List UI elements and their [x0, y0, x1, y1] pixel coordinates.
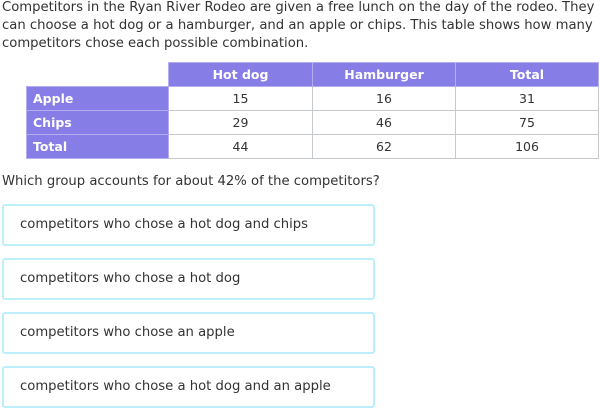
cell-total-hot-dog: 44 — [169, 135, 313, 159]
two-way-frequency-table — [26, 62, 599, 159]
problem-intro: Competitors in the Ryan River Rodeo are given a free lunch on the day of the rodeo. They can choose a hot dog or a hamburger, and an apple or chips. This table shows how many competitors chose each possible combination. — [2, 0, 595, 51]
row-header-apple: Apple — [27, 87, 169, 111]
table-corner — [27, 63, 169, 87]
row-header-total: Total — [27, 135, 169, 159]
cell-apple-total: 31 — [456, 87, 599, 111]
cell-chips-hot-dog: 29 — [169, 111, 313, 135]
table-row-total — [27, 135, 599, 159]
row-header-chips: Chips — [27, 111, 169, 135]
column-header-total: Total — [456, 63, 599, 87]
cell-apple-hot-dog: 15 — [169, 87, 313, 111]
column-header-hot-dog: Hot dog — [169, 63, 313, 87]
answer-choice-hot-dog-and-chips[interactable]: competitors who chose a hot dog and chips — [2, 204, 375, 246]
answer-choice-hot-dog[interactable]: competitors who chose a hot dog — [2, 258, 375, 300]
column-header-hamburger: Hamburger — [313, 63, 456, 87]
table-row-apple — [27, 87, 599, 111]
answer-choice-hot-dog-and-apple[interactable]: competitors who chose a hot dog and an apple — [2, 366, 375, 408]
answer-choice-apple[interactable]: competitors who chose an apple — [2, 312, 375, 354]
cell-apple-hamburger: 16 — [313, 87, 456, 111]
cell-chips-hamburger: 46 — [313, 111, 456, 135]
table-row-chips — [27, 111, 599, 135]
cell-total-hamburger: 62 — [313, 135, 456, 159]
cell-chips-total: 75 — [456, 111, 599, 135]
cell-grand-total: 106 — [456, 135, 599, 159]
question-text: Which group accounts for about 42% of the competitors? — [2, 174, 380, 189]
table-header-row — [27, 63, 599, 87]
